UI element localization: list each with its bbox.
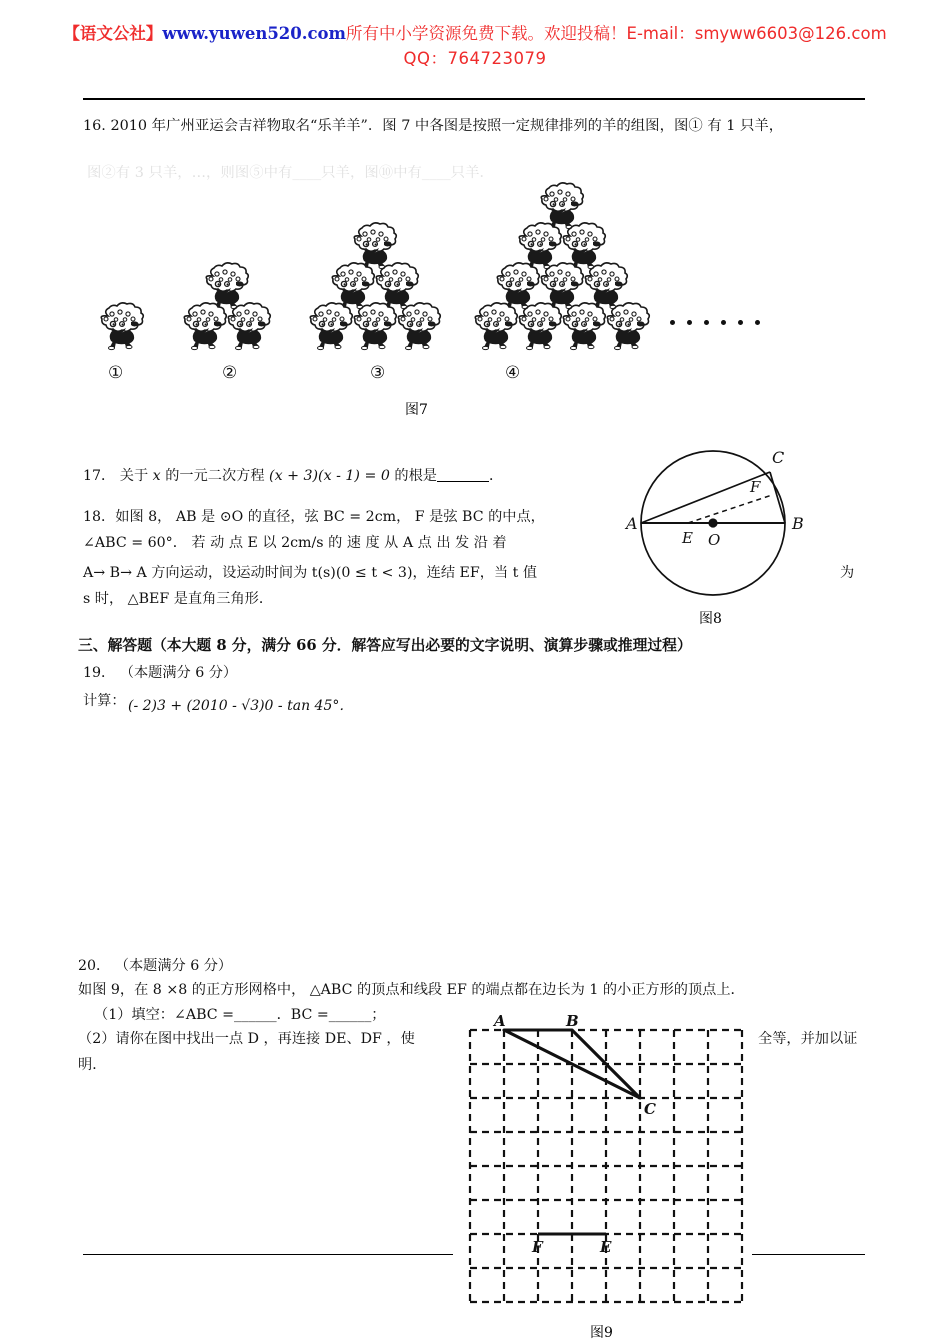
- q20-sub-3: 明．: [78, 1057, 107, 1073]
- q19-header: [83, 660, 237, 686]
- q17-variable: x: [152, 468, 161, 484]
- q16-figure-caption: 图7: [405, 402, 428, 418]
- q17-text-after: 的根是: [394, 468, 437, 484]
- sheep-panel-1: [101, 303, 143, 350]
- footer-rule-right: [752, 1254, 865, 1255]
- q20-line-1: 如图 9，在 8 ×8 的正方形网格中， △ABC 的顶点和线段 EF 的端点都在边长为 1 的小正方形的顶点上．: [78, 982, 745, 998]
- ellipsis-dot: [721, 320, 726, 325]
- site-qq: QQ：764723079: [403, 48, 547, 68]
- site-tagline: 所有中小学资源免费下载。欢迎投稿！E-mail：smyww6603@126.com: [346, 24, 887, 43]
- ellipsis-dot: [738, 320, 743, 325]
- q18-number: 18．: [83, 509, 116, 525]
- ellipsis-dot: [704, 320, 709, 325]
- q19-expression: [128, 694, 353, 720]
- label-B: B: [792, 514, 804, 533]
- grid-label-B: B: [566, 1012, 579, 1030]
- grid-label-E: E: [600, 1238, 612, 1256]
- grid-label-F: F: [532, 1238, 543, 1256]
- label-C: C: [772, 448, 785, 467]
- q18-line-3: A→ B→ A 方向运动，设运动时间为 t(s)(0 ≤ t < 3)，连结 EF，当 t 值: [83, 565, 538, 581]
- label-O: O: [708, 531, 721, 549]
- q18-line-2: ∠ABC = 60°． 若 动 点 E 以 2cm/s 的 速 度 从 A 点 出 发 沿 着: [83, 535, 507, 551]
- ellipsis-dot: [670, 320, 675, 325]
- q20-sub-1: （1）填空：∠ABC =______．BC =______；: [94, 1007, 386, 1023]
- site-url[interactable]: www.yuwen520.com: [162, 24, 347, 43]
- site-banner: [0, 22, 950, 72]
- q18-circle-figure: [620, 445, 835, 620]
- sheep-panel-3: [310, 223, 440, 350]
- q16-sheep-figure: [0, 180, 950, 395]
- q16-line-1: 16. 2010 年广州亚运会吉祥物取名“乐羊羊”．图 7 中各图是按照一定规律排列的羊的组图，图① 有 1 只羊，: [83, 118, 784, 134]
- sheep-panel-label-2: ②: [222, 363, 238, 383]
- grid-diagram-svg: [462, 1012, 752, 1314]
- q20-figure-caption: 图9: [590, 1325, 613, 1341]
- label-E: E: [682, 529, 693, 547]
- footer-rule-left: [83, 1254, 453, 1255]
- sheep-pattern-svg: [0, 180, 950, 395]
- q18-line-1-text: 如图 8， AB 是 ⊙O 的直径，弦 BC = 2cm， F 是弦 BC 的中点，: [115, 509, 545, 525]
- sheep-panel-4: [475, 183, 649, 350]
- q17-text: [83, 463, 503, 489]
- sheep-panel-2: [184, 263, 270, 350]
- q18-figure-caption: 图8: [699, 611, 722, 627]
- q20-sub-2-left: （2）请你在图中找出一点 D ，再连接 DE、DF ，使: [78, 1031, 415, 1047]
- q17-period: ．: [489, 468, 504, 484]
- site-tag: 【语文公社】: [63, 24, 163, 43]
- q18-line-4: s 时， △BEF 是直角三角形．: [83, 591, 274, 607]
- q20-grid-figure: [462, 1012, 752, 1314]
- q20-number: 20．: [78, 958, 111, 974]
- grid-lines: [470, 1030, 742, 1302]
- q20-points: （本题满分 6 分）: [114, 958, 233, 974]
- banner-line-1: [0, 22, 950, 47]
- section-3-heading: 三、解答题（本大题 8 分，满分 66 分．解答应写出必要的文字说明、演算步骤或推理过程）: [78, 637, 692, 654]
- sheep-panel-label-3: ③: [370, 363, 386, 383]
- q17-equation: (x + 3)(x - 1) = 0: [269, 468, 390, 484]
- ellipsis-dot: [755, 320, 760, 325]
- q19-expression-text: (- 2)3 + (2010 - √3)0 - tan 45°．: [128, 698, 354, 714]
- q19-points: （本题满分 6 分）: [119, 665, 238, 681]
- q18-line-3-tail: 为: [840, 565, 855, 581]
- segment-CB: [770, 472, 785, 523]
- q20-header: [78, 953, 232, 979]
- grid-label-A: A: [494, 1012, 506, 1030]
- sheep-panel-label-1: ①: [108, 363, 124, 383]
- q19-label: 计算：: [83, 693, 126, 709]
- q16-line-2-faded: 图②有 3 只羊，…，则图⑤中有____只羊，图⑩中有____只羊．: [87, 165, 494, 181]
- q16-ellipsis-dots: [670, 320, 760, 325]
- q19-number: 19．: [83, 665, 116, 681]
- q17-answer-blank[interactable]: [437, 481, 489, 482]
- q20-sub-2-right: 全等，并加以证: [758, 1031, 858, 1047]
- header-rule: [83, 98, 865, 100]
- q18-line-1: [83, 504, 545, 530]
- circle-diagram-svg: [620, 445, 835, 620]
- q17-text-mid: 的一元二次方程: [165, 468, 265, 484]
- point-O-dot: [708, 518, 717, 527]
- sheep-panel-label-4: ④: [505, 363, 521, 383]
- ellipsis-dot: [687, 320, 692, 325]
- label-A: A: [626, 514, 638, 533]
- label-F: F: [750, 478, 761, 496]
- q17-text-before: 关于: [119, 468, 149, 484]
- q17-number: 17．: [83, 468, 116, 484]
- grid-label-C: C: [644, 1100, 656, 1118]
